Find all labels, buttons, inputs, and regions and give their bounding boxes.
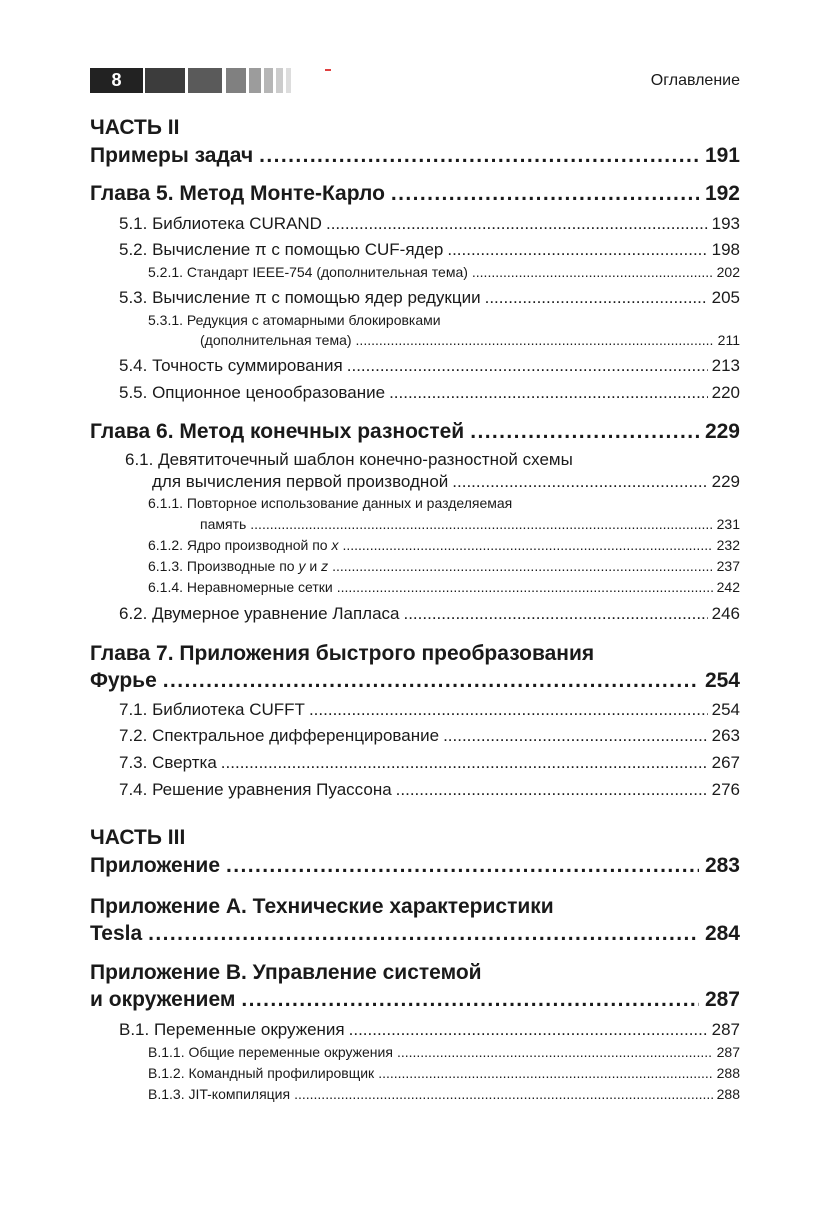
dot-leader bbox=[259, 144, 699, 168]
entry-title: Фурье bbox=[90, 669, 157, 692]
toc-entry-appendix[interactable] bbox=[90, 988, 740, 1012]
header-bar-7 bbox=[286, 68, 291, 93]
entry-title: (дополнительная тема) bbox=[200, 332, 352, 348]
toc-entry-section[interactable] bbox=[119, 240, 740, 260]
entry-title-text: 6.1.3. Производные по bbox=[148, 558, 299, 574]
entry-page: 283 bbox=[704, 854, 740, 877]
header-bar-4 bbox=[249, 68, 261, 93]
toc-entry-chapter-line1: Глава 7. Приложения быстрого преобразования bbox=[90, 642, 595, 665]
entry-title: 7.1. Библиотека CUFFT bbox=[119, 700, 305, 719]
toc-entry-subsection[interactable] bbox=[148, 264, 740, 280]
toc-entry-section[interactable] bbox=[119, 780, 740, 800]
dot-leader bbox=[378, 1065, 712, 1081]
dot-leader bbox=[163, 669, 699, 693]
entry-title bbox=[148, 537, 338, 553]
dot-leader bbox=[221, 753, 708, 773]
entry-title-text: 6.1.2. Ядро производной по bbox=[148, 537, 332, 553]
toc-entry-subsection[interactable] bbox=[148, 1044, 740, 1060]
dot-leader bbox=[447, 240, 707, 260]
dot-leader bbox=[332, 558, 713, 574]
dot-leader bbox=[403, 604, 707, 624]
entry-page: 213 bbox=[711, 356, 740, 375]
toc-entry-subsection[interactable] bbox=[148, 1065, 740, 1081]
entry-page: 192 bbox=[704, 182, 740, 205]
toc-entry-section[interactable] bbox=[119, 288, 740, 308]
dot-leader bbox=[337, 579, 713, 595]
entry-title: Примеры задач bbox=[90, 144, 254, 167]
dot-leader bbox=[443, 726, 708, 746]
entry-page: 242 bbox=[716, 579, 740, 595]
entry-page: 202 bbox=[716, 264, 740, 280]
entry-title: В.1.2. Командный профилировщик bbox=[148, 1065, 375, 1081]
header-bar-6 bbox=[276, 68, 283, 93]
entry-title: 5.2. Вычисление π с помощью CUF-ядер bbox=[119, 240, 444, 259]
dot-leader bbox=[349, 1020, 708, 1040]
entry-page: 254 bbox=[711, 700, 740, 719]
entry-title: 7.4. Решение уравнения Пуассона bbox=[119, 780, 392, 799]
dot-leader bbox=[452, 472, 707, 492]
dot-leader bbox=[356, 332, 714, 348]
running-title: Оглавление bbox=[650, 72, 740, 89]
toc-entry-subsection[interactable] bbox=[148, 558, 740, 574]
variable-z: z bbox=[321, 558, 329, 574]
entry-page: 287 bbox=[716, 1044, 740, 1060]
toc-entry-part[interactable] bbox=[90, 144, 740, 168]
entry-title: 5.4. Точность суммирования bbox=[119, 356, 343, 375]
entry-page: 287 bbox=[704, 988, 740, 1011]
entry-title: для вычисления первой производной bbox=[152, 472, 449, 491]
entry-title: В.1.1. Общие переменные окружения bbox=[148, 1044, 393, 1060]
variable-y: y bbox=[298, 558, 306, 574]
entry-page: 205 bbox=[711, 288, 740, 307]
entry-title: В.1.3. JIT-компиляция bbox=[148, 1086, 291, 1102]
entry-page: 191 bbox=[704, 144, 740, 167]
entry-page: 229 bbox=[711, 472, 740, 491]
entry-page: 267 bbox=[711, 753, 740, 772]
toc-entry-section[interactable] bbox=[119, 753, 740, 773]
entry-page: 220 bbox=[711, 383, 740, 402]
variable-x: x bbox=[331, 537, 339, 553]
entry-title: Глава 6. Метод конечных разностей bbox=[90, 420, 465, 443]
entry-title: В.1. Переменные окружения bbox=[119, 1020, 345, 1039]
header-bar-2 bbox=[188, 68, 222, 93]
toc-entry-appendix-line1: Приложение А. Технические характеристики bbox=[90, 895, 554, 918]
dot-leader bbox=[391, 182, 699, 206]
dot-leader bbox=[342, 537, 712, 553]
entry-title bbox=[148, 558, 328, 574]
entry-page: 232 bbox=[716, 537, 740, 553]
entry-title: 6.1.4. Неравномерные сетки bbox=[148, 579, 333, 595]
entry-page: 284 bbox=[704, 922, 740, 945]
entry-title-conj: и bbox=[305, 558, 322, 574]
entry-page: 276 bbox=[711, 780, 740, 799]
toc-entry-section-line1: 6.1. Девятиточечный шаблон конечно-разностной схемы bbox=[125, 450, 573, 469]
dot-leader bbox=[326, 214, 708, 234]
header-bar-5 bbox=[264, 68, 273, 93]
entry-page: 263 bbox=[711, 726, 740, 745]
entry-title: 5.5. Опционное ценообразование bbox=[119, 383, 386, 402]
entry-title: 7.3. Свертка bbox=[119, 753, 217, 772]
dot-leader bbox=[294, 1086, 713, 1102]
entry-page: 246 bbox=[711, 604, 740, 623]
entry-page: 288 bbox=[716, 1086, 740, 1102]
toc-entry-section[interactable] bbox=[119, 604, 740, 624]
dot-leader bbox=[250, 516, 712, 532]
entry-page: 229 bbox=[704, 420, 740, 443]
entry-title: и окружением bbox=[90, 988, 236, 1011]
toc-entry-subsection[interactable] bbox=[148, 579, 740, 595]
toc-entry-part[interactable] bbox=[90, 854, 740, 878]
page-header bbox=[90, 68, 740, 93]
toc-entry-subsection-line1: 5.3.1. Редукция с атомарными блокировками bbox=[148, 312, 441, 328]
page-number: 8 bbox=[90, 68, 143, 93]
entry-title: Приложение bbox=[90, 854, 221, 877]
dot-leader bbox=[241, 988, 699, 1012]
part-label: ЧАСТЬ II bbox=[90, 116, 180, 139]
entry-page: 231 bbox=[716, 516, 740, 532]
dot-leader bbox=[309, 700, 708, 720]
dot-leader bbox=[396, 780, 708, 800]
toc-entry-section[interactable] bbox=[119, 726, 740, 746]
toc-entry-section[interactable] bbox=[119, 214, 740, 234]
entry-title: 5.1. Библиотека CURAND bbox=[119, 214, 322, 233]
entry-page: 211 bbox=[717, 332, 740, 348]
entry-title: 5.2.1. Стандарт IEEE-754 (дополнительная тема) bbox=[148, 264, 468, 280]
entry-page: 193 bbox=[711, 214, 740, 233]
dot-leader bbox=[226, 854, 699, 878]
entry-page: 237 bbox=[716, 558, 740, 574]
entry-title: память bbox=[200, 516, 247, 532]
dot-leader bbox=[389, 383, 708, 403]
toc-entry-subsection-line1: 6.1.1. Повторное использование данных и разделяемая bbox=[148, 495, 513, 511]
dot-leader bbox=[347, 356, 708, 376]
part-label: ЧАСТЬ III bbox=[90, 826, 186, 849]
toc-entry-appendix[interactable] bbox=[90, 922, 740, 946]
dot-leader bbox=[485, 288, 708, 308]
toc-entry-chapter[interactable] bbox=[90, 669, 740, 693]
toc-entry-section[interactable] bbox=[119, 383, 740, 403]
header-bar-1 bbox=[145, 68, 185, 93]
entry-page: 198 bbox=[711, 240, 740, 259]
dot-leader bbox=[397, 1044, 713, 1060]
header-bar-3 bbox=[226, 68, 246, 93]
toc-entry-appendix-line1: Приложение В. Управление системой bbox=[90, 961, 482, 984]
toc-entry-subsection[interactable] bbox=[200, 332, 740, 348]
toc-entry-subsection[interactable] bbox=[200, 516, 740, 532]
dot-leader bbox=[470, 420, 699, 444]
toc-entry-subsection[interactable] bbox=[148, 537, 740, 553]
entry-title: Глава 5. Метод Монте-Карло bbox=[90, 182, 385, 205]
toc-entry-chapter[interactable] bbox=[90, 420, 740, 444]
toc-entry-subsection[interactable] bbox=[148, 1086, 740, 1102]
entry-page: 287 bbox=[711, 1020, 740, 1039]
toc-entry-chapter[interactable] bbox=[90, 182, 740, 206]
entry-title: 5.3. Вычисление π с помощью ядер редукции bbox=[119, 288, 481, 307]
toc-entry-section[interactable] bbox=[119, 700, 740, 720]
entry-title: 7.2. Спектральное дифференцирование bbox=[119, 726, 440, 745]
header-red-mark bbox=[325, 69, 331, 71]
toc-entry-section[interactable] bbox=[152, 472, 740, 492]
entry-title: 6.2. Двумерное уравнение Лапласа bbox=[119, 604, 400, 623]
entry-page: 254 bbox=[704, 669, 740, 692]
toc-entry-section[interactable] bbox=[119, 356, 740, 376]
dot-leader bbox=[148, 922, 699, 946]
entry-page: 288 bbox=[716, 1065, 740, 1081]
toc-entry-section[interactable] bbox=[119, 1020, 740, 1040]
dot-leader bbox=[472, 264, 713, 280]
entry-title: Tesla bbox=[90, 922, 143, 945]
